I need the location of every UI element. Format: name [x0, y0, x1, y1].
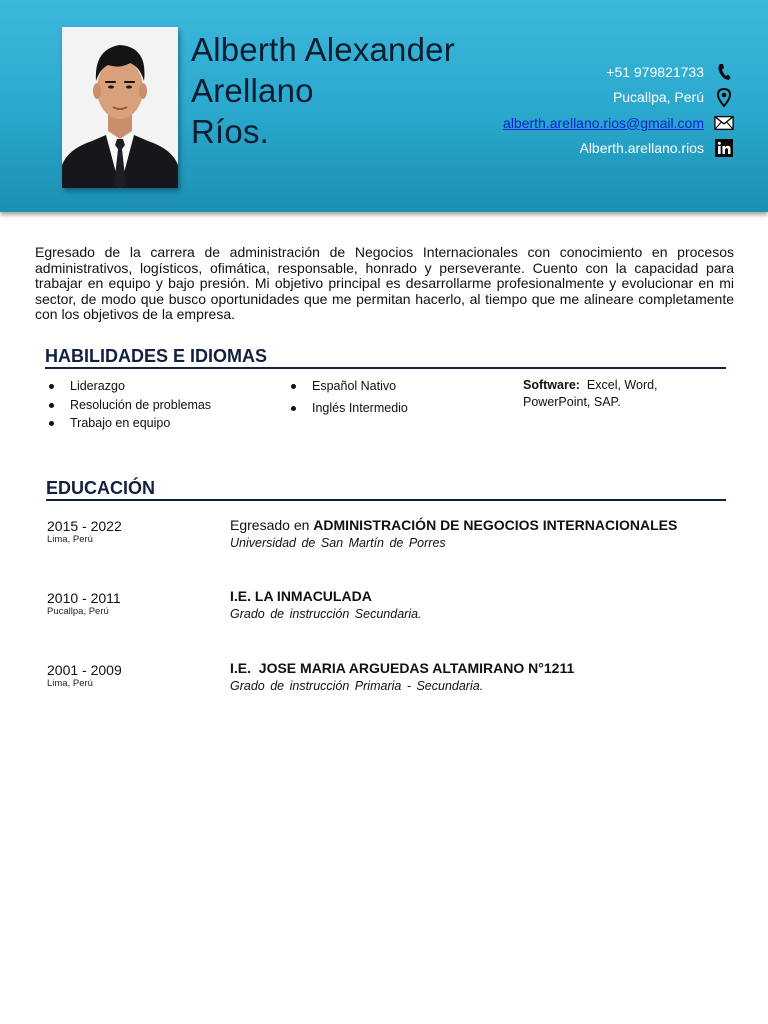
contact-list [404, 59, 734, 161]
contact-location [404, 85, 734, 111]
location-text: Pucallpa, Perú [612, 89, 704, 106]
location-pin-icon [714, 87, 734, 107]
skill-item: Liderazgo [46, 377, 211, 396]
education-years: 2015 - 2022 [47, 518, 122, 534]
education-heading: EDUCACIÓN [46, 478, 726, 501]
name-line-2: Arellano [191, 72, 314, 109]
education-years: 2001 - 2009 [47, 662, 122, 678]
email-link[interactable]: alberth.arellano.rios@gmail.com [503, 114, 704, 131]
software-list: Excel, Word, PowerPoint, SAP. [523, 378, 658, 409]
contact-email [404, 110, 734, 136]
contact-phone [404, 59, 734, 85]
education-title [230, 588, 372, 604]
education-location: Lima, Perú [47, 678, 93, 689]
skill-item: Resolución de problemas [46, 396, 211, 415]
phone-icon [714, 62, 734, 82]
education-institution: Grado de instrucción Secundaria. [230, 607, 422, 621]
software-block [523, 377, 728, 411]
contact-linkedin [404, 136, 734, 162]
education-location: Lima, Perú [47, 534, 93, 545]
education-institution: Universidad de San Martín de Porres [230, 536, 446, 550]
education-title-bold: I.E. LA INMACULADA [230, 588, 372, 604]
skills-column-1 [46, 377, 211, 433]
skill-item: Trabajo en equipo [46, 414, 211, 433]
phone-number: +51 979821733 [606, 63, 704, 80]
name-line-3: Ríos. [191, 113, 270, 150]
linkedin-icon [714, 138, 734, 158]
language-item: Inglés Intermedio [288, 399, 408, 421]
envelope-icon [714, 113, 734, 133]
linkedin-handle: Alberth.arellano.rios [579, 140, 704, 157]
education-years: 2010 - 2011 [47, 590, 121, 606]
language-item: Español Nativo [288, 377, 408, 399]
profile-photo [62, 27, 178, 188]
software-label: Software: [523, 378, 580, 392]
education-title [230, 660, 574, 676]
languages-column [288, 377, 408, 421]
education-institution: Grado de instrucción Primaria - Secundaria. [230, 679, 484, 693]
education-title-bold: ADMINISTRACIÓN DE NEGOCIOS INTERNACIONALES [313, 517, 678, 533]
education-title [230, 517, 677, 533]
profile-photo-image [62, 27, 178, 188]
header-band [0, 0, 768, 212]
name-line-1: Alberth Alexander [191, 31, 455, 68]
education-location: Pucallpa, Perú [47, 606, 109, 617]
profile-summary: Egresado de la carrera de administración de Negocios Internacionales con conocimiento en procesos administrativos, logísticos, ofimática, responsable, honrado y perseverante. Cuento con la capacidad para trabajar en equipo y bajo presión. Mi objetivo principal es desarrollarme profesionalmente y evolucionar en mi sector, de modo que busco oportunidades que me permitan hacerlo, al tiempo que me alineare completamente con los objetivos de la empresa. [35, 244, 734, 322]
skills-heading: HABILIDADES E IDIOMAS [45, 346, 726, 369]
education-title-prefix: Egresado en [230, 517, 314, 533]
education-title-bold: I.E. JOSE MARIA ARGUEDAS ALTAMIRANO N°1211 [230, 660, 575, 676]
